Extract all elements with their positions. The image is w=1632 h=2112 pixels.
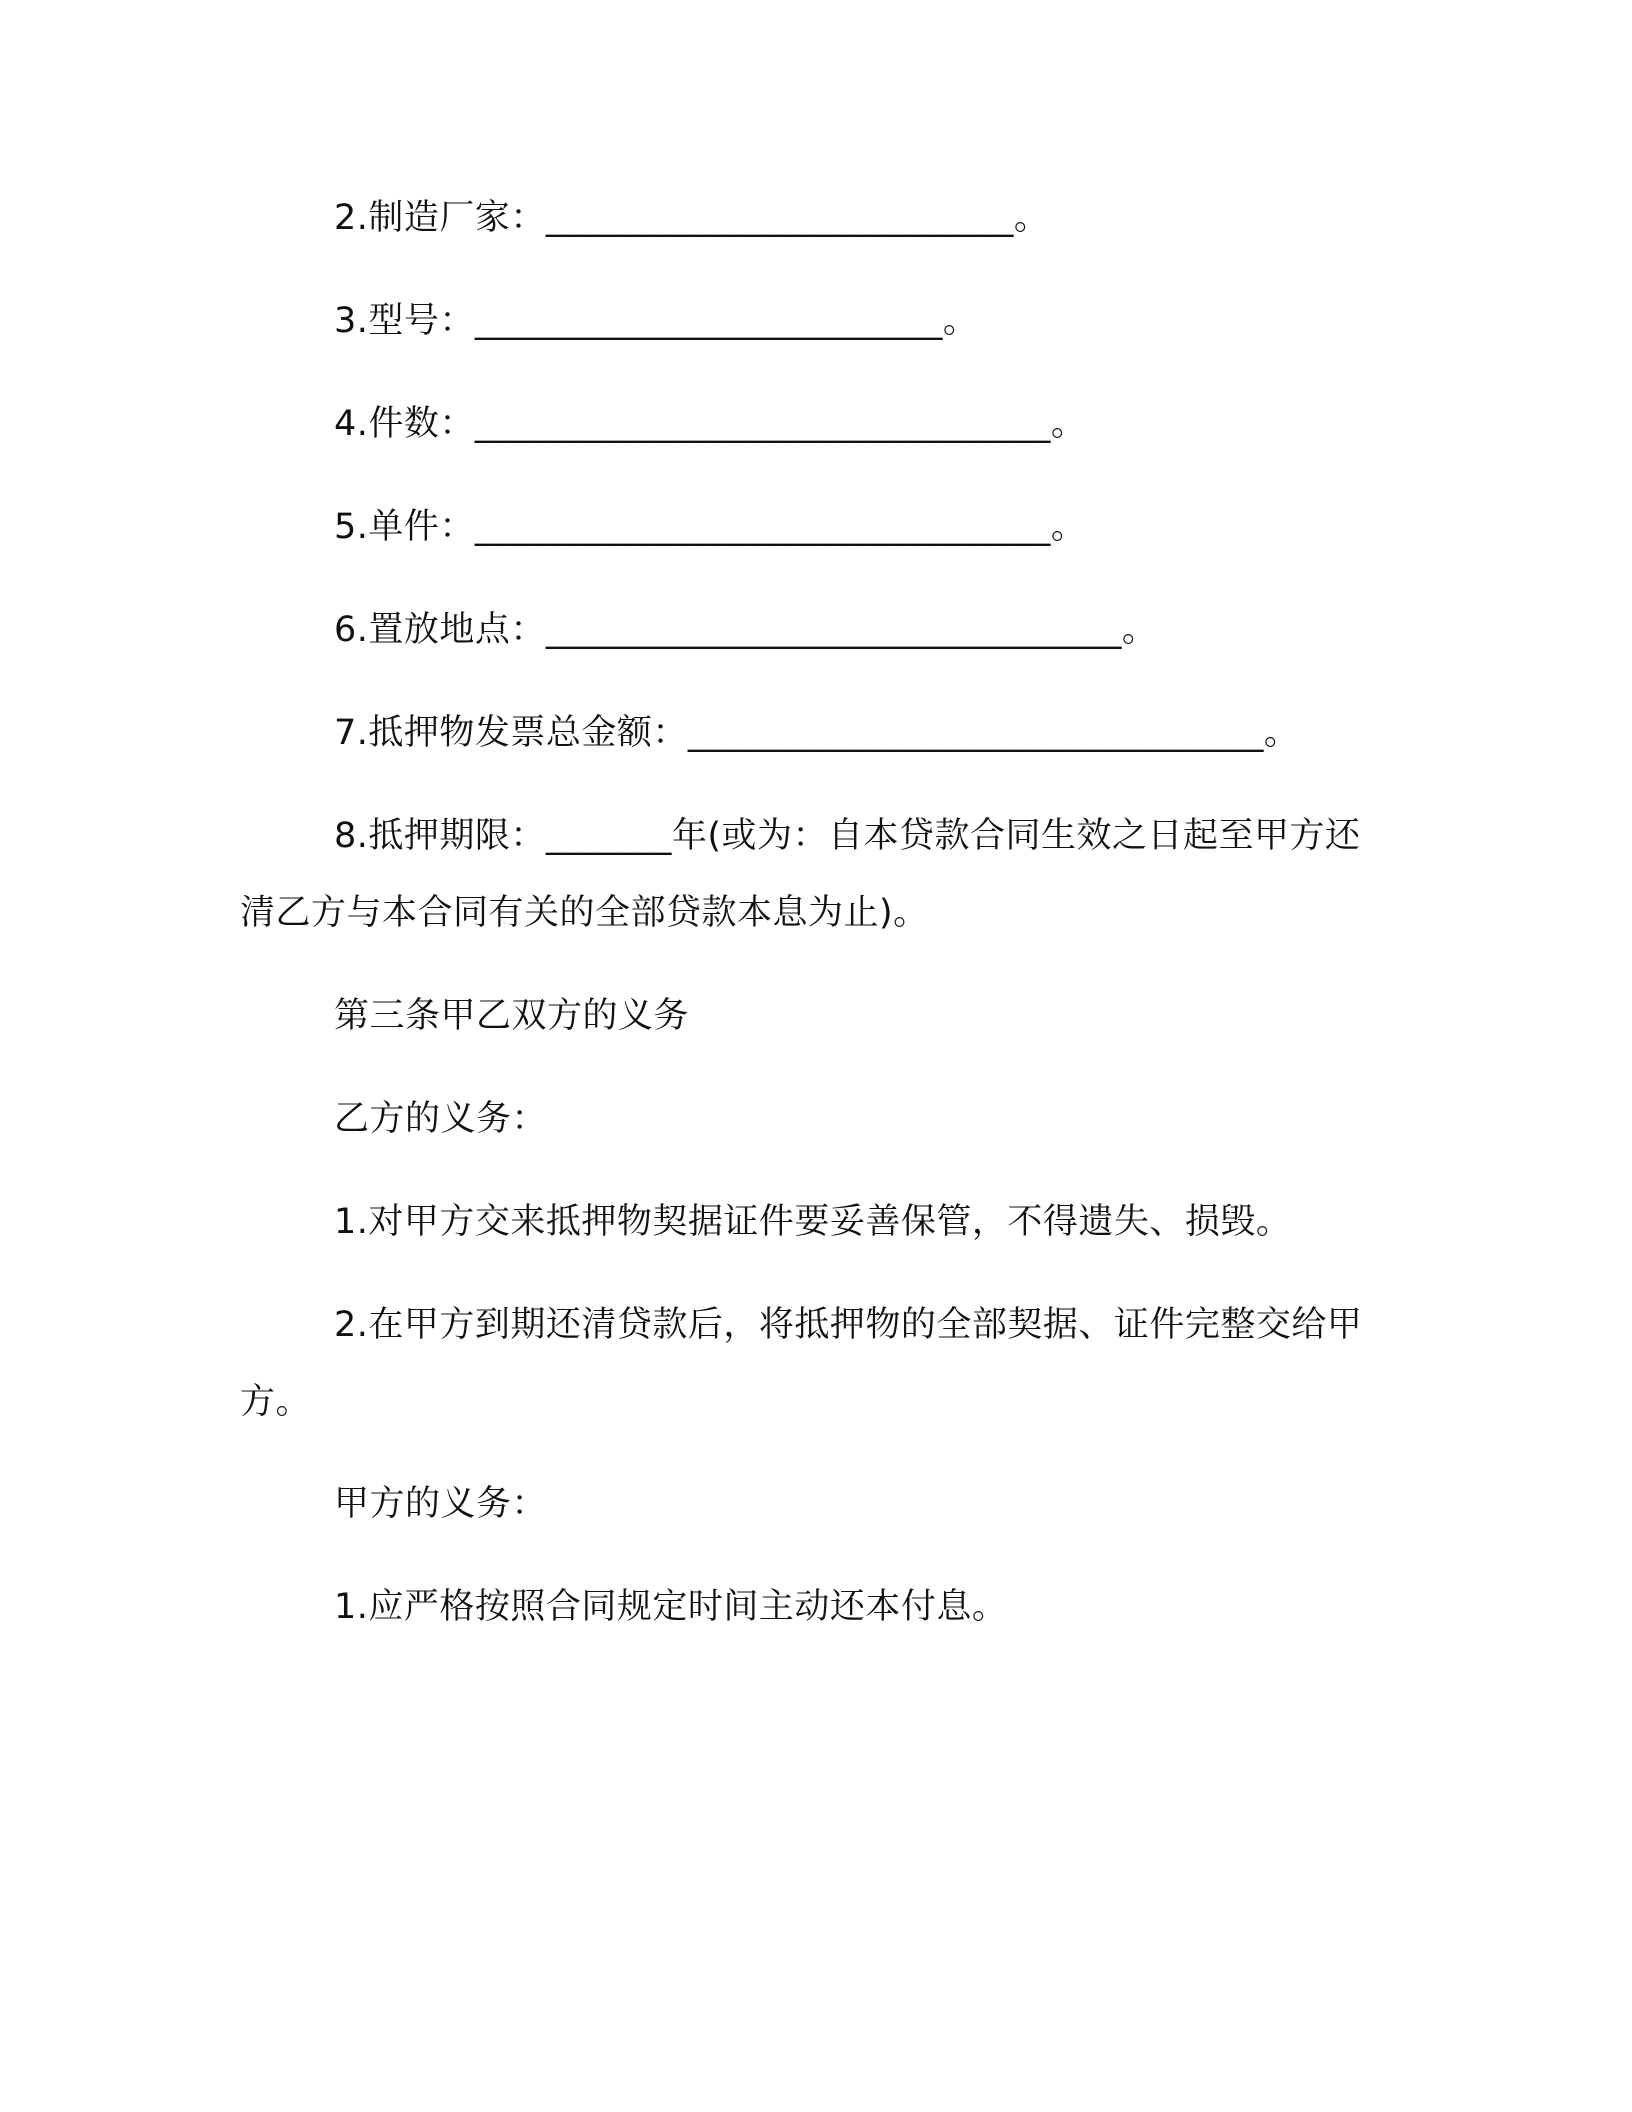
party-b-obligation-2: 2.在甲方到期还清贷款后，将抵押物的全部契据、证件完整交给甲方。 — [240, 1305, 1363, 1422]
item-unit: 5.单件：________________________________。 — [334, 507, 1087, 547]
item-mortgage-term: 8.抵押期限：_______年(或为：自本贷款合同生效之日起至甲方还清乙方与本合同有关的全部贷款本息为止)。 — [240, 816, 1361, 933]
item-manufacturer: 2.制造厂家：__________________________。 — [334, 198, 1050, 238]
section-heading-article-3: 第三条甲乙双方的义务 — [334, 996, 690, 1036]
item-invoice-total: 7.抵押物发票总金额：________________________________。 — [334, 713, 1300, 753]
subheading-party-a-obligations: 甲方的义务： — [334, 1484, 548, 1524]
item-quantity: 4.件数：________________________________。 — [334, 404, 1087, 444]
party-a-obligation-1: 1.应严格按照合同规定时间主动还本付息。 — [334, 1587, 1008, 1627]
item-location: 6.置放地点：________________________________。 — [334, 610, 1158, 650]
party-b-obligation-1: 1.对甲方交来抵押物契据证件要妥善保管，不得遗失、损毁。 — [334, 1202, 1292, 1242]
item-model: 3.型号：__________________________。 — [334, 301, 979, 341]
subheading-party-b-obligations: 乙方的义务： — [334, 1099, 548, 1139]
